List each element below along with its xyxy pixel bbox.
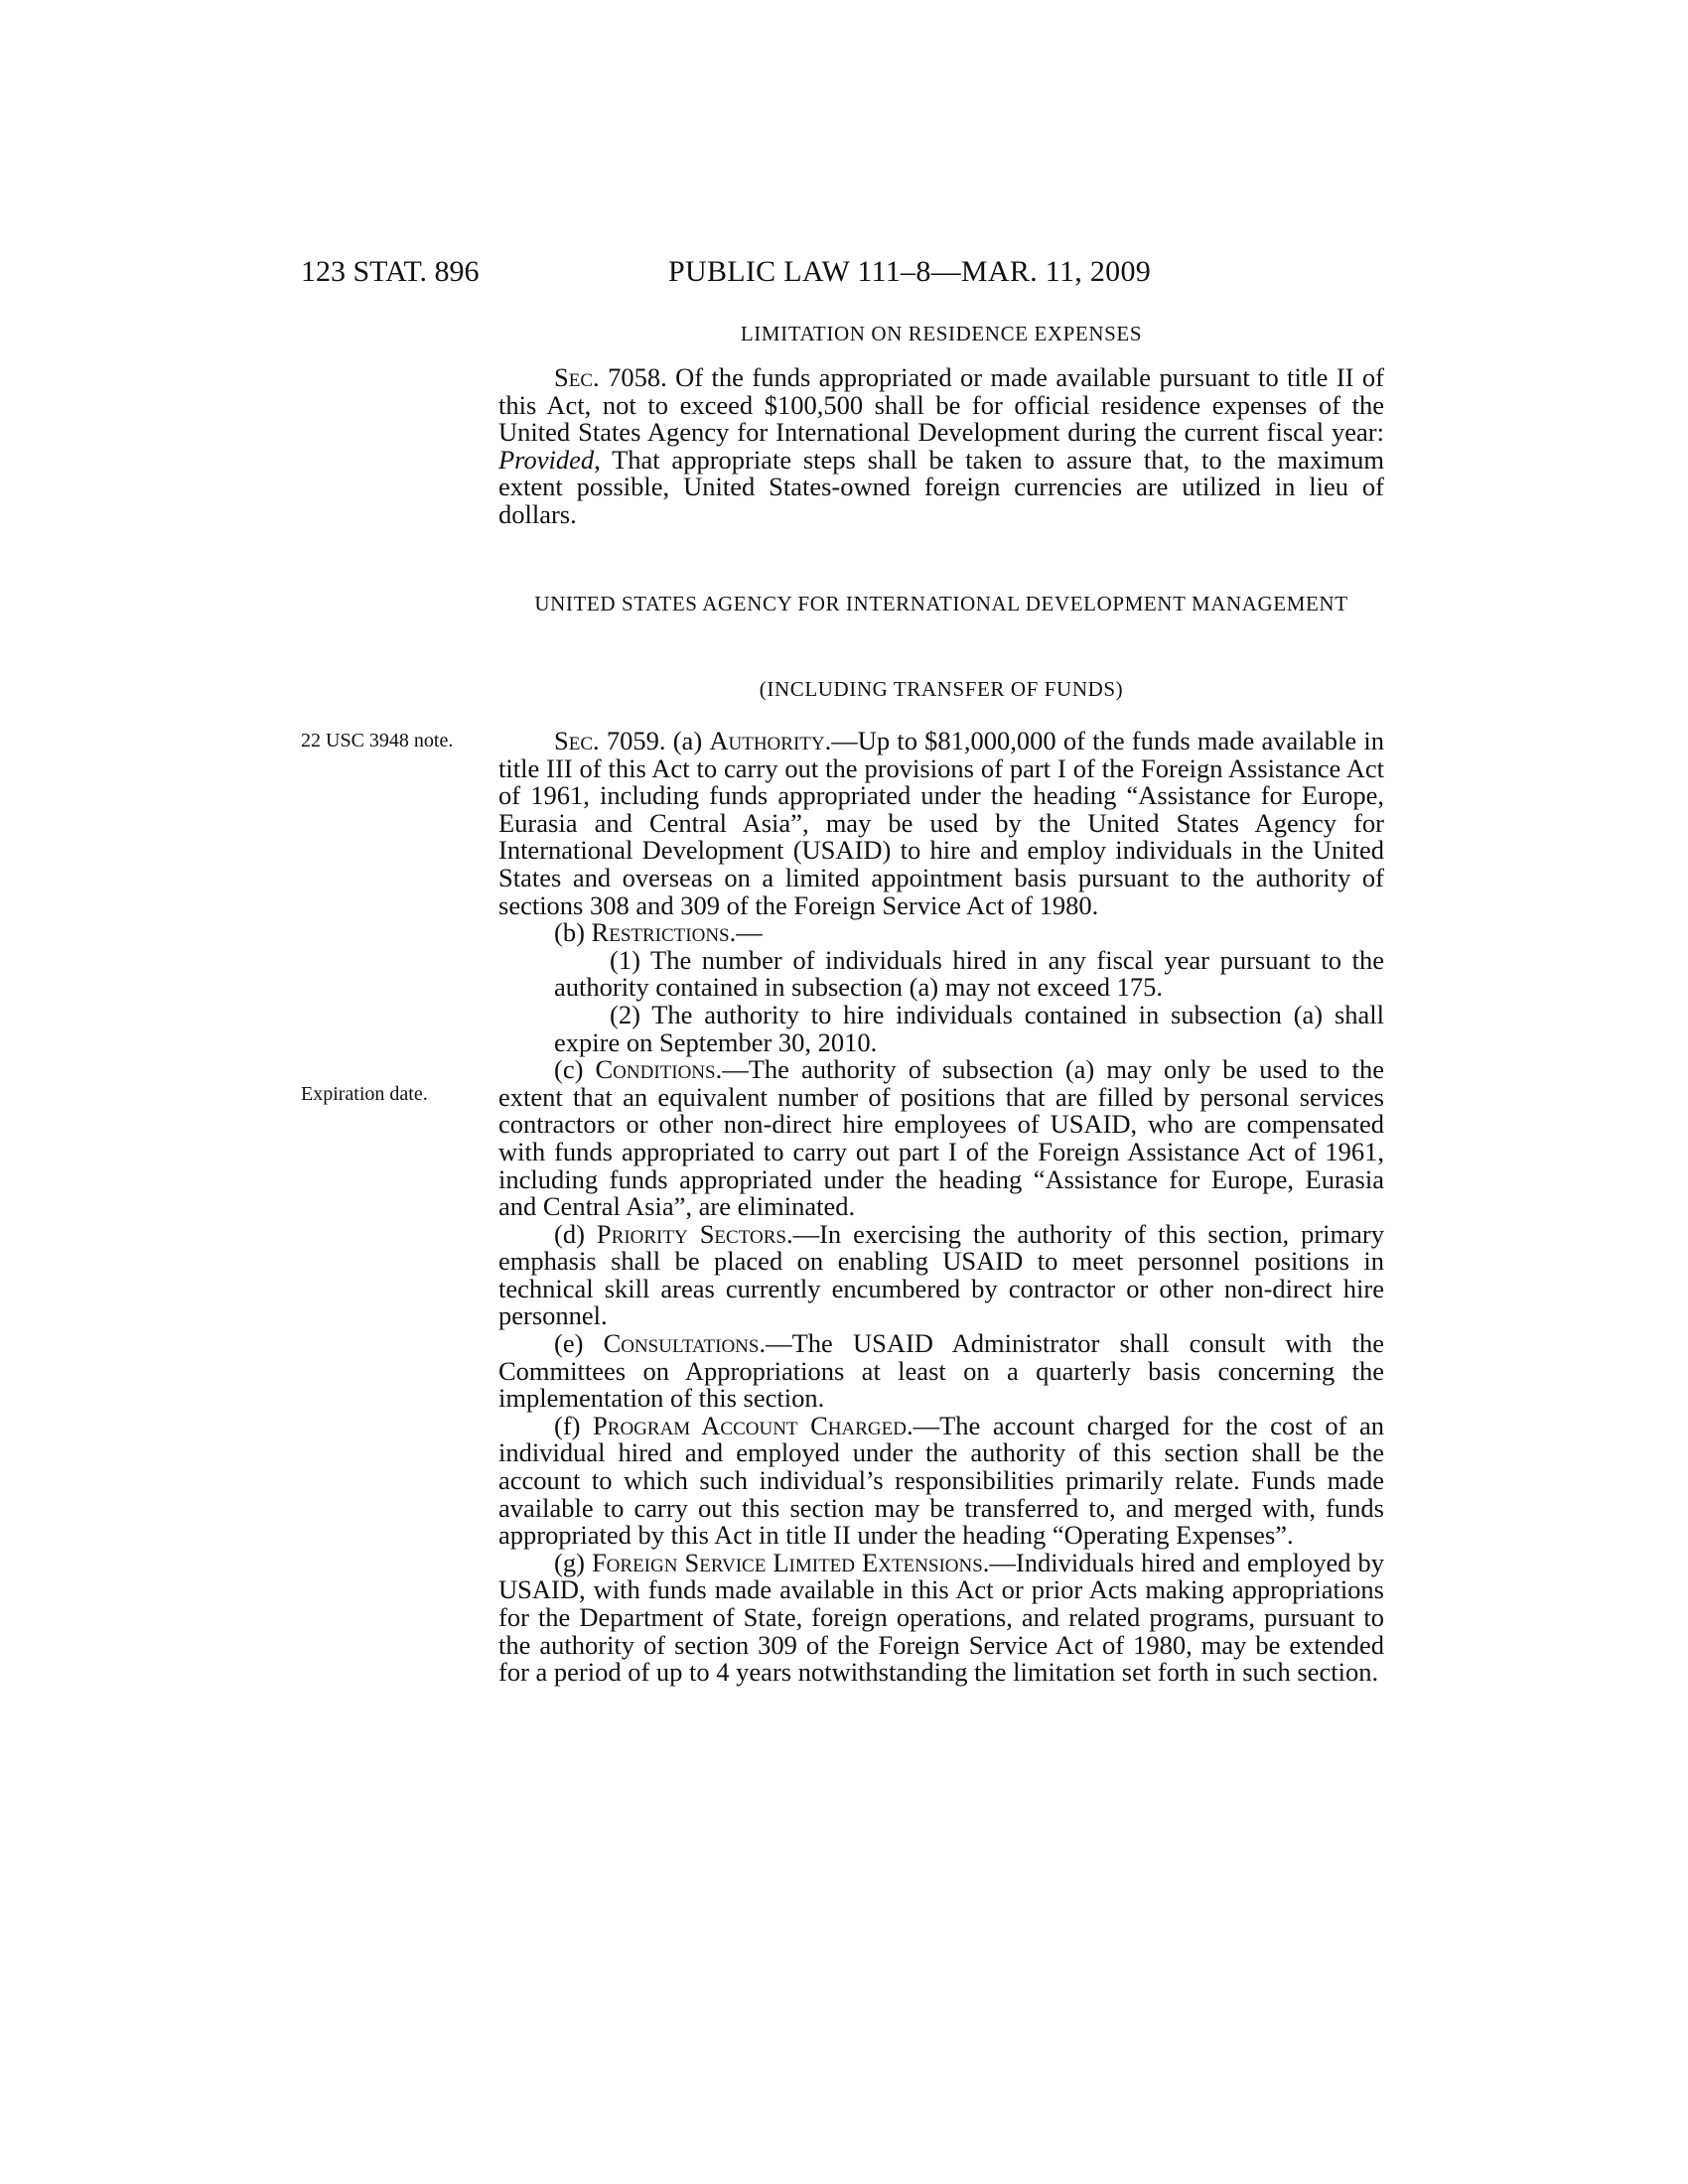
paragraph-b2: (2) The authority to hire individuals contained in subsection (a) shall expire on September 30, 2010. <box>554 999 1384 1057</box>
statute-page-number: 123 STAT. 896 <box>301 255 480 288</box>
margin-note-expiration: Expiration date. <box>301 1083 428 1105</box>
section-7059-body <box>498 728 1384 1687</box>
sec-label: Sec. <box>554 362 600 392</box>
paragraph-b1: (1) The number of individuals hired in any fiscal year pursuant to the authority contained in subsection (a) may not exceed 175. <box>554 944 1384 1003</box>
section-7059-heading: UNITED STATES AGENCY FOR INTERNATIONAL DEVELOPMENT MANAGEMENT <box>534 592 1348 615</box>
margin-note-usc: 22 USC 3948 note. <box>301 730 454 751</box>
section-7058-heading: LIMITATION ON RESIDENCE EXPENSES <box>740 322 1143 345</box>
running-head <box>301 252 1388 292</box>
subsection-b: (b) Restrictions.— <box>554 917 763 948</box>
subsection-a-caption: Authority <box>709 726 825 755</box>
provided-italic: Provided <box>498 444 595 475</box>
subsection-e-caption: Consultations <box>603 1328 760 1359</box>
subsection-f: (f) Program Account Charged.—The account charged for the cost of an individual hired and employed under the authority of this section shall be the account to which such individual’s responsibilities primarily relate. Funds made available to carry out this section may be transferred to, and merged with, funds appropriated by this Act in title II under the heading “Operating Expenses”. <box>498 1410 1384 1551</box>
subsection-g-caption: Foreign Service Limited Extensions <box>591 1547 983 1577</box>
public-law-citation: PUBLIC LAW 111–8—MAR. 11, 2009 <box>668 255 1152 288</box>
subsection-b-caption: Restrictions <box>591 917 730 948</box>
subsection-a: Sec. 7059. (a) Authority.—Up to $81,000,000 of the funds made available in title III of this Act to carry out the provisions of part I of the Foreign Assistance Act of 1961, including funds appropriated under the heading “Assistance for Europe, Eurasia and Central Asia”, may be used by the United States Agency for International Development (USAID) to hire and employ individuals in the United States and overseas on a limited appointment basis pursuant to the authority of sections 308 and 309 of the Foreign Service Act of 1980. <box>498 726 1384 920</box>
section-7059-subheading: (INCLUDING TRANSFER OF FUNDS) <box>759 677 1124 701</box>
subsection-d-caption: Priority Sectors <box>596 1218 786 1249</box>
subsection-e: (e) Consultations.—The USAID Administrator shall consult with the Committees on Appropriations at least on a quarterly basis concerning the implementation of this section. <box>498 1328 1384 1414</box>
section-7058-body <box>498 364 1384 529</box>
subsection-c: (c) Conditions.—The authority of subsection (a) may only be used to the extent that an equivalent number of positions that are filled by personal services contractors or other non-direct hire employees of USAID, who are compensated with funds appropriated to carry out part I of the Foreign Assistance Act of 1961, including funds appropriated under the heading “Assistance for Europe, Eurasia and Central Asia”, are eliminated. <box>498 1054 1384 1222</box>
subsection-f-caption: Program Account Charged <box>593 1410 907 1440</box>
subsection-c-caption: Conditions <box>595 1054 716 1085</box>
subsection-d: (d) Priority Sectors.—In exercising the authority of this section, primary emphasis shall be placed on enabling USAID to meet personnel positions in technical skill areas currently encumbered by contractor or other non-direct hire personnel. <box>498 1218 1384 1331</box>
subsection-g: (g) Foreign Service Limited Extensions.—Individuals hired and employed by USAID, with funds made available in this Act or prior Acts making appropriations for the Department of State, foreign operations, and related programs, pursuant to the authority of section 309 of the Foreign Service Act of 1980, may be extended for a period of up to 4 years notwithstanding the limitation set forth in such section. <box>498 1547 1384 1688</box>
section-7058-paragraph: Sec. 7058. Of the funds appropriated or made available pursuant to title II of this Act, not to exceed $100,500 shall be for official residence expenses of the United States Agency for International Development during the current fiscal year: Provided, That appropriate steps shall be taken to assure that, to the maximum extent possible, United States-owned foreign currencies are utilized in lieu of dollars. <box>498 362 1384 529</box>
